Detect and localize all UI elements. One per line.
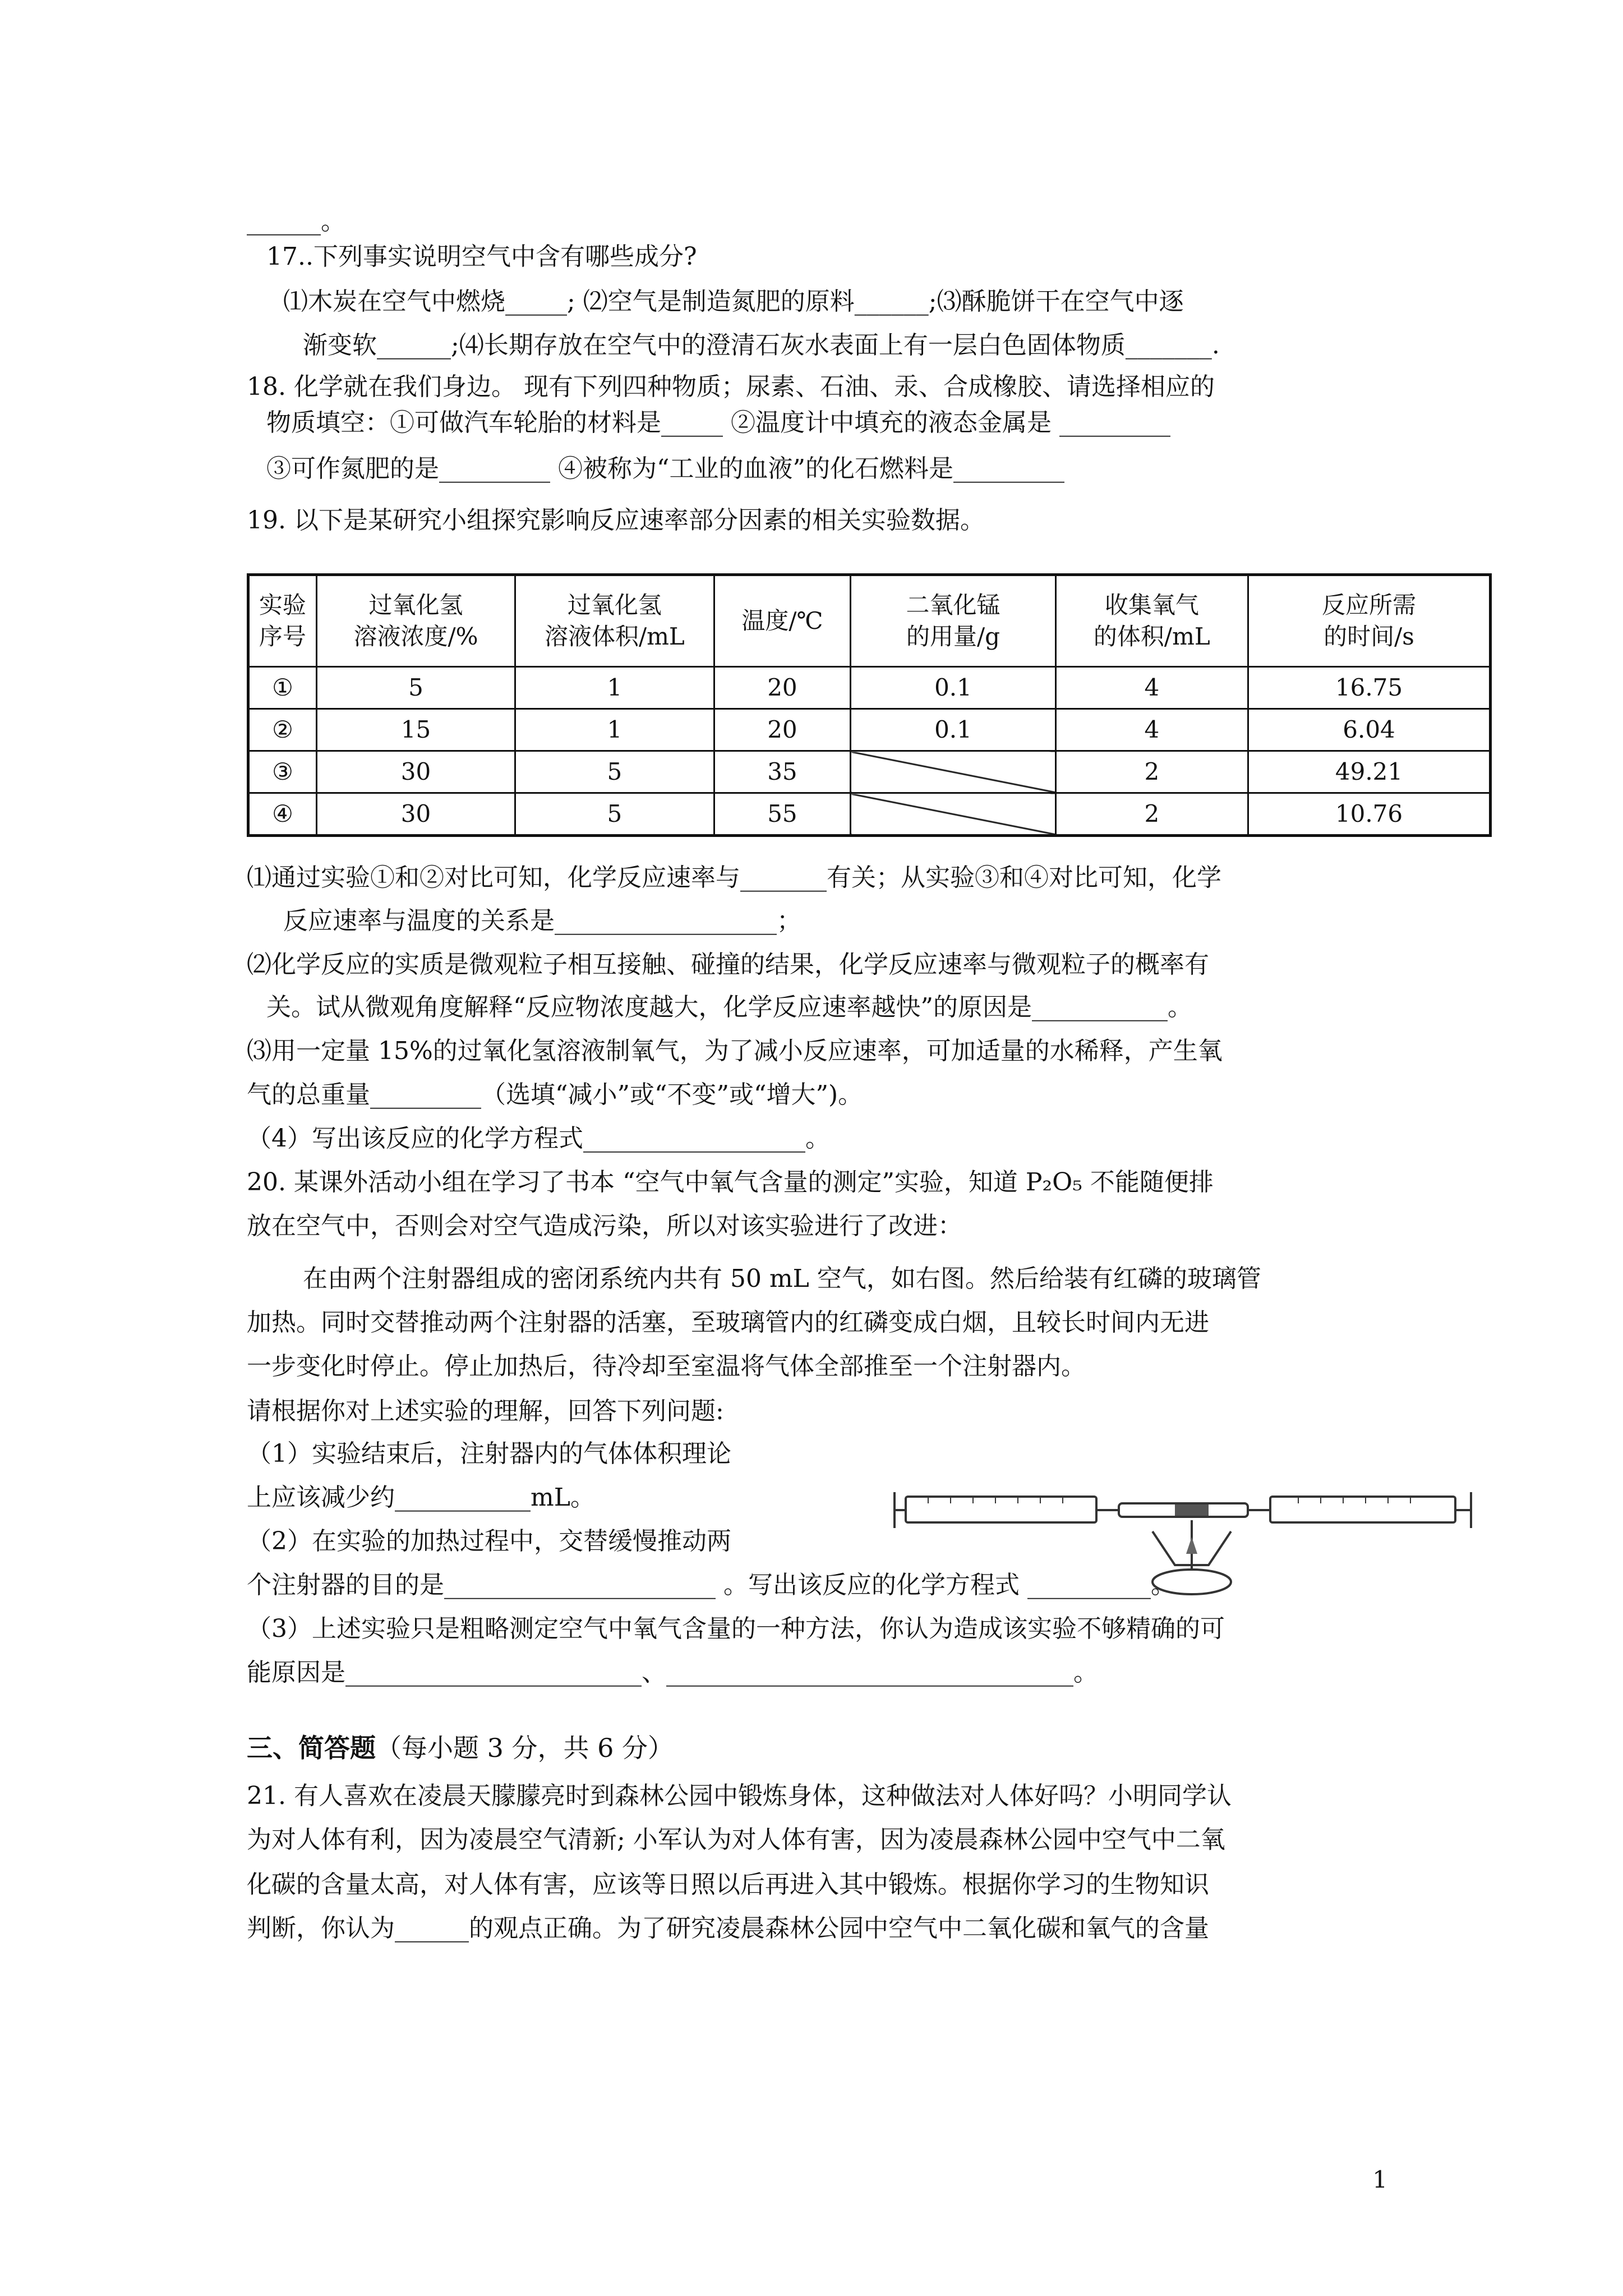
text-line: 请根据你对上述实验的理解，回答下列问题:: [247, 1397, 724, 1425]
text-line: 个注射器的目的是______________________ 。写出该反应的化学方程式 __________。: [247, 1571, 1175, 1599]
text-line: ______。: [247, 207, 345, 236]
data-table: [247, 573, 1492, 837]
table-cell: 15: [316, 709, 515, 751]
table-header-cell: 二氧化锰 的用量/g: [851, 575, 1055, 667]
experiment-data-table: [247, 573, 1492, 831]
question-21: 21. 有人喜欢在凌晨天朦朦亮时到森林公园中锻炼身体，这种做法对人体好吗？小明同学认: [247, 1782, 1232, 1810]
table-row: [248, 667, 1491, 709]
table-cell-empty: [851, 751, 1055, 793]
table-cell: 0.1: [851, 667, 1055, 709]
text-line: 反应速率与温度的关系是__________________；: [283, 907, 801, 935]
table-cell: ③: [248, 751, 317, 793]
table-cell: 1: [515, 709, 714, 751]
section-note: （每小题 3 分，共 6 分）: [376, 1733, 674, 1763]
table-header-cell: 温度/℃: [714, 575, 851, 667]
table-cell: 5: [515, 751, 714, 793]
text-line: 判断，你认为______的观点正确。为了研究凌晨森林公园中空气中二氧化碳和氧气的含量: [247, 1914, 1209, 1943]
question-19: 19. 以下是某研究小组探究影响反应速率部分因素的相关实验数据。: [247, 506, 985, 535]
text-line: （4）写出该反应的化学方程式__________________。: [247, 1124, 830, 1153]
table-cell: 30: [316, 751, 515, 793]
question-18: 18. 化学就在我们身边。 现有下列四种物质；尿素、石油、汞、合成橡胶、请选择相应的: [247, 372, 1215, 401]
table-cell: 1: [515, 667, 714, 709]
table-cell: 4: [1055, 709, 1248, 751]
table-cell: 55: [714, 793, 851, 836]
table-cell: 16.75: [1248, 667, 1491, 709]
table-header-cell: 收集氧气 的体积/mL: [1055, 575, 1248, 667]
table-cell: 2: [1055, 751, 1248, 793]
page-number: 1: [1372, 2166, 1387, 2193]
table-header-cell: 过氧化氢 溶液体积/mL: [515, 575, 714, 667]
table-cell: 35: [714, 751, 851, 793]
table-cell: ④: [248, 793, 317, 836]
text-line: ③可作氮肥的是_________ ④被称为“工业的血液”的化石燃料是_________: [266, 454, 1064, 483]
text-line: 在由两个注射器组成的密闭系统内共有 50 mL 空气，如右图。然后给装有红磷的玻璃管: [303, 1264, 1261, 1293]
table-row: [248, 709, 1491, 751]
table-cell: 2: [1055, 793, 1248, 836]
table-cell-empty: [851, 793, 1055, 836]
table-cell: ②: [248, 709, 317, 751]
table-cell: 5: [515, 793, 714, 836]
table-header-row: [248, 575, 1491, 667]
question-17: 17..下列事实说明空气中含有哪些成分?: [266, 242, 697, 271]
text-line: 能原因是________________________、_________________________________。: [247, 1658, 1098, 1687]
table-row: [248, 751, 1491, 793]
text-line: 放在空气中，否则会对空气造成污染，所以对该实验进行了改进：: [247, 1212, 962, 1240]
text-line: 物质填空：①可做汽车轮胎的材料是_____ ②温度计中填充的液态金属是 _________: [266, 408, 1170, 437]
text-line: 气的总重量_________（选填“减小”或“不变”或“增大”)。: [247, 1080, 863, 1109]
text-line: ⑴通过实验①和②对比可知，化学反应速率与_______有关；从实验③和④对比可知，化学: [247, 863, 1221, 892]
table-cell: 10.76: [1248, 793, 1491, 836]
table-row: [248, 793, 1491, 836]
table-cell: 0.1: [851, 709, 1055, 751]
text-line: 为对人体有利，因为凌晨空气清新; 小军认为对人体有害，因为凌晨森林公园中空气中二氧: [247, 1825, 1225, 1854]
text-line: 化碳的含量太高，对人体有害，应该等日照以后再进入其中锻炼。根据你学习的生物知识: [247, 1870, 1209, 1899]
table-cell: 49.21: [1248, 751, 1491, 793]
text-line: 上应该减少约___________mL。: [247, 1483, 595, 1512]
text-line: ⑵化学反应的实质是微观粒子相互接触、碰撞的结果，化学反应速率与微观粒子的概率有: [247, 950, 1209, 979]
table-cell: 20: [714, 667, 851, 709]
section-title: 三、简答题: [247, 1733, 376, 1763]
text-line: （2）在实验的加热过程中，交替缓慢推动两: [247, 1527, 731, 1556]
text-line: （3）上述实验只是粗略测定空气中氧气含量的一种方法，你认为造成该实验不够精确的可: [247, 1614, 1225, 1643]
text-line: 关。试从微观角度解释“反应物浓度越大，化学反应速率越快”的原因是___________。: [266, 993, 1192, 1022]
text-line: （1）实验结束后，注射器内的气体体积理论: [247, 1439, 731, 1468]
text-line: 一步变化时停止。停止加热后，待冷却至室温将气体全部推至一个注射器内。: [247, 1352, 1086, 1381]
table-cell: 4: [1055, 667, 1248, 709]
text-line: ⑴木炭在空气中燃烧_____; ⑵空气是制造氮肥的原料______;⑶酥脆饼干在空气中逐: [283, 287, 1184, 316]
section-heading: [247, 1731, 674, 1765]
question-20: 20. 某课外活动小组在学习了书本 “空气中氧气含量的测定”实验，知道 P₂O₅ 不能随便排: [247, 1168, 1214, 1197]
table-header-cell: 实验 序号: [248, 575, 317, 667]
table-header-cell: 过氧化氢 溶液浓度/%: [316, 575, 515, 667]
text-line: 渐变软______;⑷长期存放在空气中的澄清石灰水表面上有一层白色固体物质_______.: [303, 331, 1220, 360]
table-cell: 30: [316, 793, 515, 836]
table-cell: 6.04: [1248, 709, 1491, 751]
table-cell: 5: [316, 667, 515, 709]
syringe-apparatus-figure: [883, 1470, 1483, 1632]
text-line: ⑶用一定量 15%的过氧化氢溶液制氧气，为了减小反应速率，可加适量的水稀释，产生氧: [247, 1037, 1223, 1065]
table-header-cell: 反应所需 的时间/s: [1248, 575, 1491, 667]
table-cell: ①: [248, 667, 317, 709]
text-line: 加热。同时交替推动两个注射器的活塞，至玻璃管内的红磷变成白烟，且较长时间内无进: [247, 1308, 1209, 1337]
table-cell: 20: [714, 709, 851, 751]
